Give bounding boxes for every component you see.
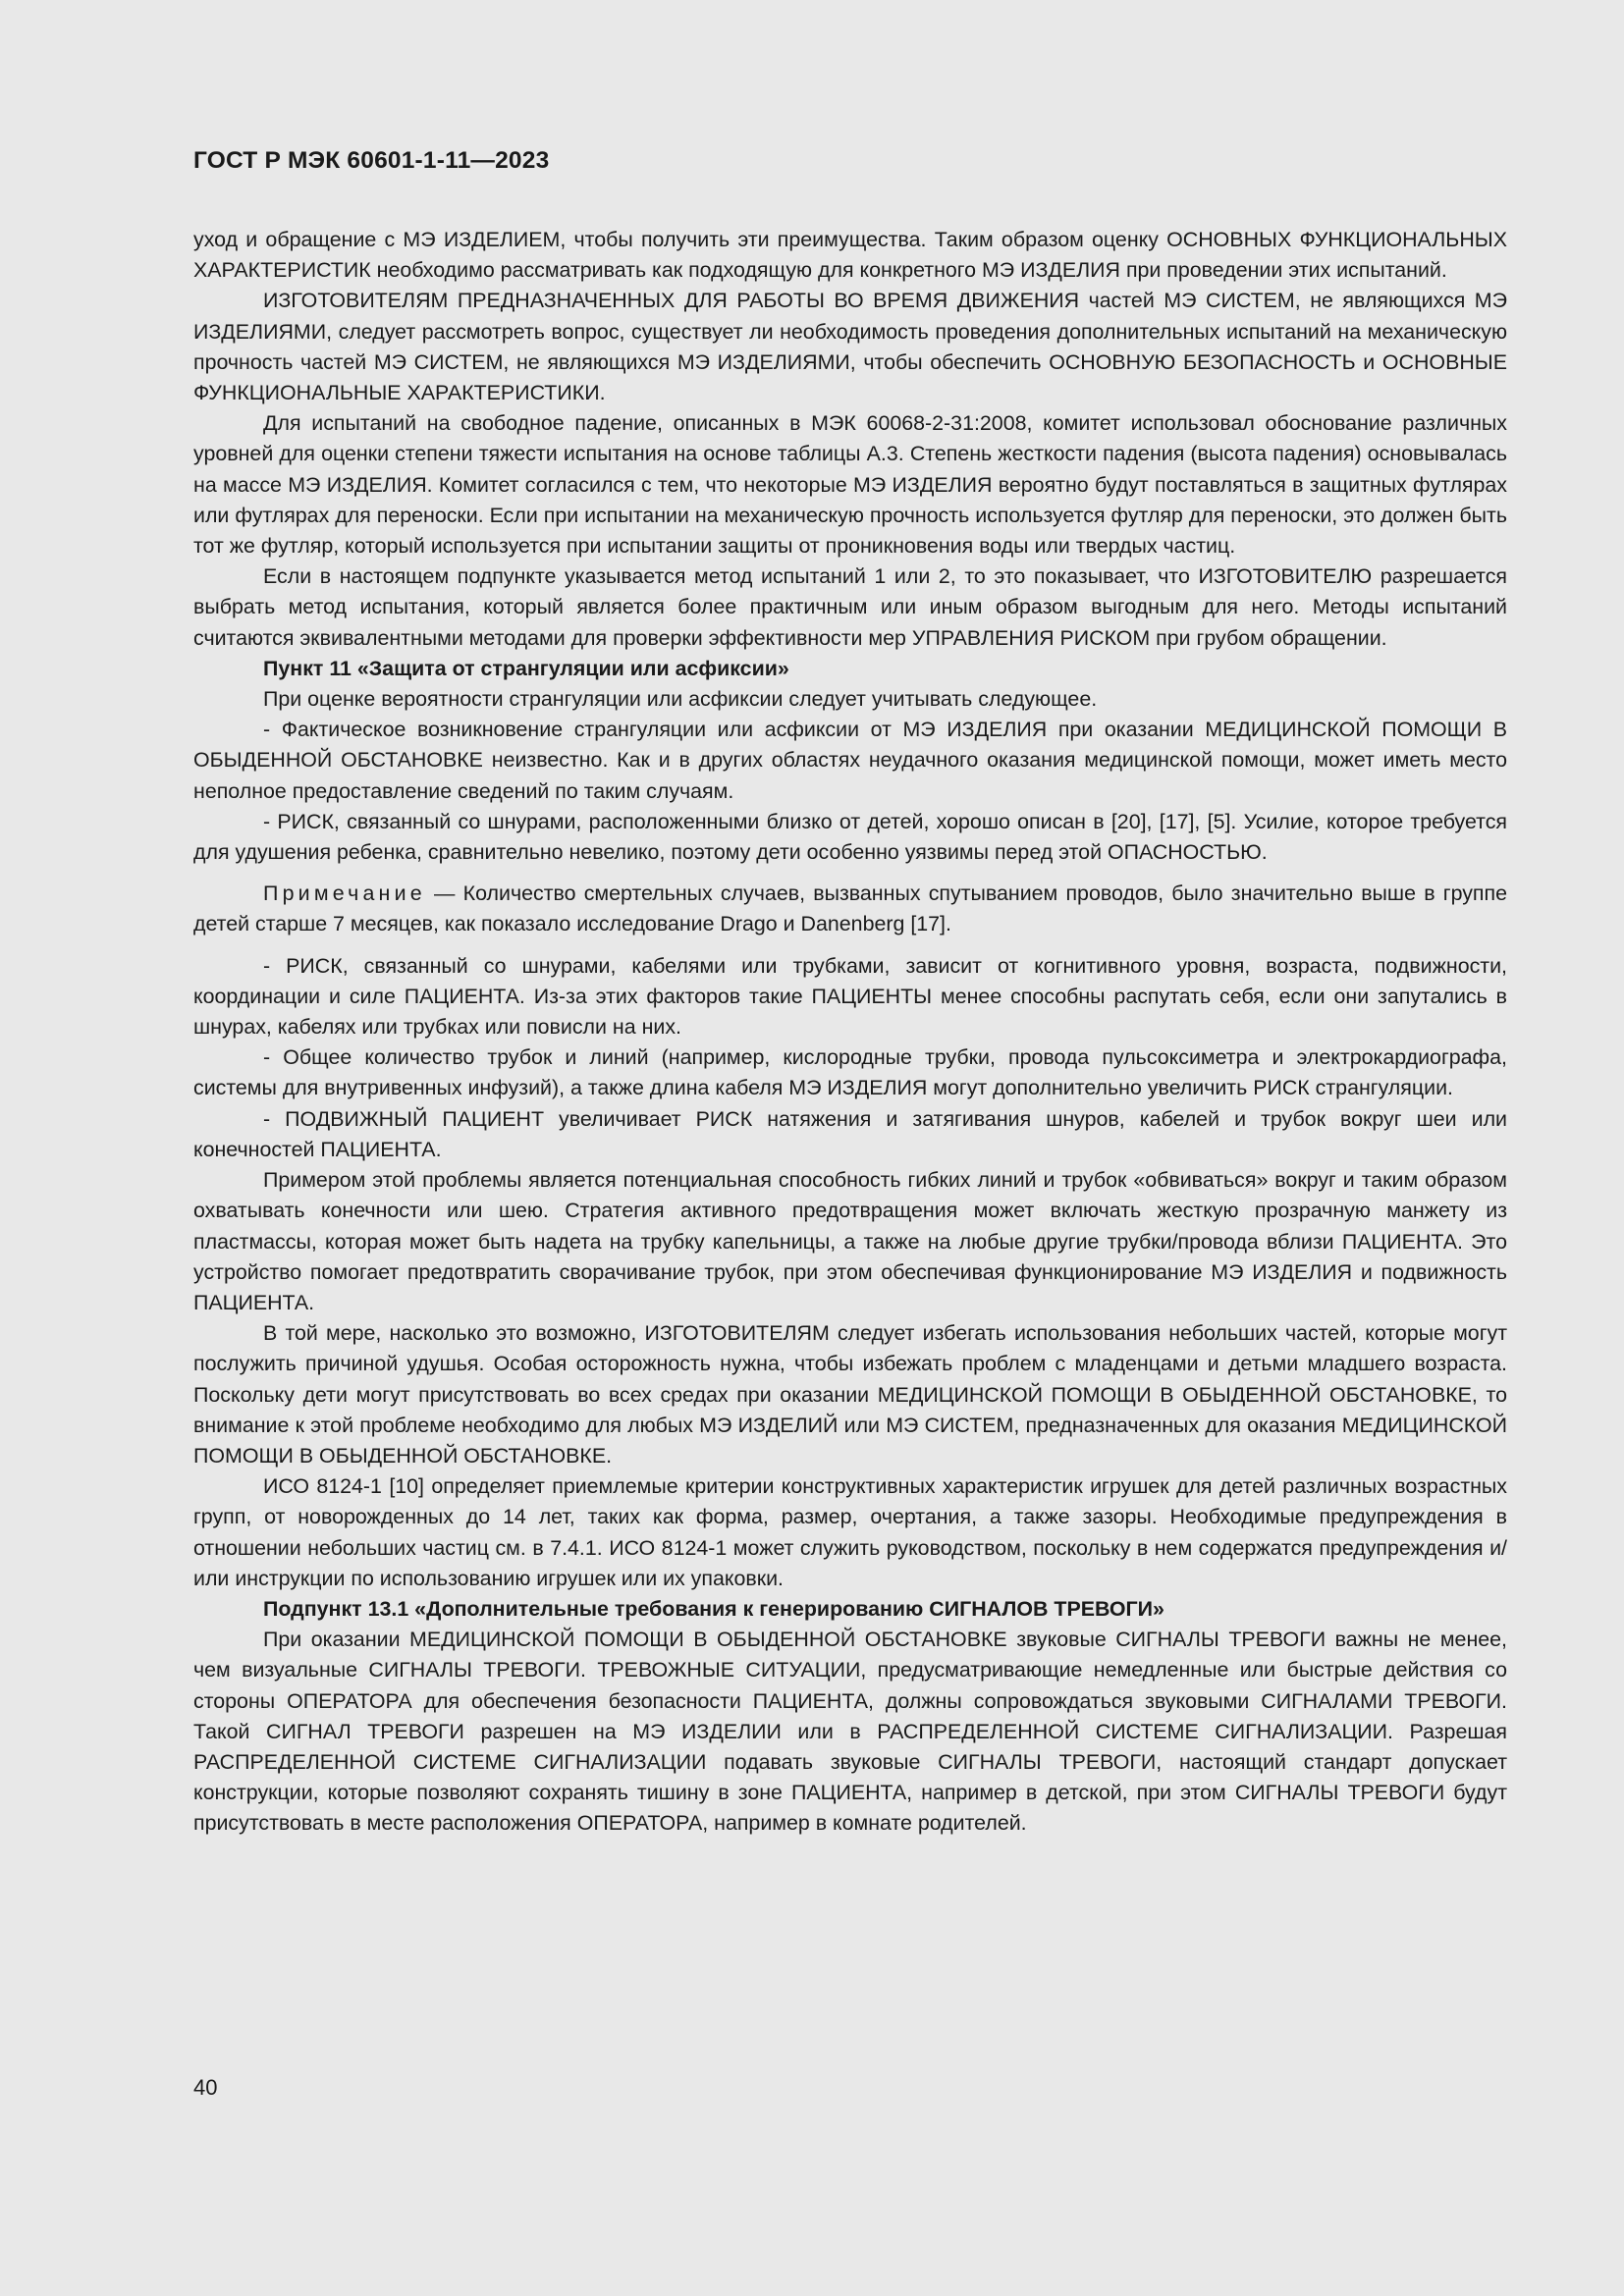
note-label: Примечание [263, 881, 426, 906]
paragraph: Если в настоящем подпункте указывается метод испытаний 1 или 2, то это показывает, что ИЗГОТОВИТЕЛЮ разрешается выбрать метод испытания, который является более практичным или иным образом выгодным для него. Методы испытаний считаются эквивалентными методами для проверки эффективности мер УПРАВЛЕНИЯ РИСКОМ при грубом обращении. [193, 564, 1507, 650]
list-item: - РИСК, связанный со шнурами, кабелями или трубками, зависит от когнитивного уровня, возраста, подвижности, координации и силе ПАЦИЕНТА. Из-за этих факторов такие ПАЦИЕНТЫ менее способны распутать себя, если они запутались в шнурах, кабелях или трубках или повисли на них. [193, 953, 1507, 1040]
paragraph: ИСО 8124-1 [10] определяет приемлемые критерии конструктивных характеристик игрушек для детей различных возрастных групп, от новорожденных до 14 лет, таких как форма, размер, очертания, а также зазоры. Необходимые предупреждения в отношении небольших частиц см. в 7.4.1. ИСО 8124-1 может служить руководством, поскольку в нем содержатся предупреждения и/или инструкции по использованию игрушек или их упаковки. [193, 1474, 1507, 1590]
paragraph: Примером этой проблемы является потенциальная способность гибких линий и трубок «обвиваться» вокруг и таким образом охватывать конечности или шею. Стратегия активного предотвращения может включать жесткую прозрачную манжету из пластмассы, которая может быть надета на трубку капельницы, а также на любые другие трубки/провода вблизи ПАЦИЕНТА. Это устройство помогает предотвратить сворачивание трубок, при этом обеспечивая функционирование МЭ ИЗДЕЛИЯ и подвижность ПАЦИЕНТА. [193, 1168, 1507, 1314]
section-heading: Пункт 11 «Защита от странгуляции или асфиксии» [263, 656, 789, 680]
document-body [193, 225, 1507, 1840]
paragraph: Для испытаний на свободное падение, описанных в МЭК 60068-2-31:2008, комитет использовал обоснование различных уровней для оценки степени тяжести испытания на основе таблицы А.3. Степень жесткости падения (высота падения) основывалась на массе МЭ ИЗДЕЛИЯ. Комитет согласился с тем, что некоторые МЭ ИЗДЕЛИЯ вероятно будут поставляться в защитных футлярах или футлярах для переноски. Если при испытании на механическую прочность используется футляр для переноски, это должен быть тот же футляр, который используется при испытании защиты от проникновения воды или твердых частиц. [193, 411, 1507, 559]
section-heading: Подпункт 13.1 «Дополнительные требования к генерированию СИГНАЛОВ ТРЕВОГИ» [263, 1596, 1164, 1621]
paragraph: уход и обращение с МЭ ИЗДЕЛИЕМ, чтобы получить эти преимущества. Таким образом оценку ОСНОВНЫХ ФУНКЦИОНАЛЬНЫХ ХАРАКТЕРИСТИК необходимо рассматривать как подходящую для конкретного МЭ ИЗДЕЛИЯ при проведении этих испытаний. [193, 228, 1507, 283]
paragraph: При оценке вероятности странгуляции или асфиксии следует учитывать следующее. [263, 687, 1098, 712]
paragraph: При оказании МЕДИЦИНСКОЙ ПОМОЩИ В ОБЫДЕННОЙ ОБСТАНОВКЕ звуковые СИГНАЛЫ ТРЕВОГИ важны не менее, чем визуальные СИГНАЛЫ ТРЕВОГИ. ТРЕВОЖНЫЕ СИТУАЦИИ, предусматривающие немедленные или быстрые действия со стороны ОПЕРАТОРА для обеспечения безопасности ПАЦИЕНТА, должны сопровождаться звуковыми СИГНАЛАМИ ТРЕВОГИ. Такой СИГНАЛ ТРЕВОГИ разрешен на МЭ ИЗДЕЛИИ или в РАСПРЕДЕЛЕННОЙ СИСТЕМЕ СИГНАЛИЗАЦИИ. Разрешая РАСПРЕДЕЛЕННОЙ СИСТЕМЕ СИГНАЛИЗАЦИИ подавать звуковые СИГНАЛЫ ТРЕВОГИ, настоящий стандарт допускает конструкции, которые позволяют сохранять тишину в зоне ПАЦИЕНТА, например в детской, при этом СИГНАЛЫ ТРЕВОГИ будут присутствовать в месте расположения ОПЕРАТОРА, например в комнате родителей. [193, 1628, 1507, 1836]
page-number: 40 [193, 2075, 218, 2100]
list-item: - РИСК, связанный со шнурами, расположенными близко от детей, хорошо описан в [20], [17], [5]. Усилие, которое требуется для удушения ребенка, сравнительно невелико, поэтому дети особенно уязвимы перед этой ОПАСНОСТЬЮ. [193, 809, 1507, 865]
paragraph: ИЗГОТОВИТЕЛЯМ ПРЕДНАЗНАЧЕННЫХ ДЛЯ РАБОТЫ ВО ВРЕМЯ ДВИЖЕНИЯ частей МЭ СИСТЕМ, не являющихся МЭ ИЗДЕЛИЯМИ, следует рассмотреть вопрос, существует ли необходимость проведения дополнительных испытаний на механическую прочность частей МЭ СИСТЕМ, не являющихся МЭ ИЗДЕЛИЯМИ, чтобы обеспечить ОСНОВНУЮ БЕЗОПАСНОСТЬ и ОСНОВНЫЕ ФУНКЦИОНАЛЬНЫЕ ХАРАКТЕРИСТИКИ. [193, 289, 1507, 405]
list-item: - Фактическое возникновение странгуляции или асфиксии от МЭ ИЗДЕЛИЯ при оказании МЕДИЦИНСКОЙ ПОМОЩИ В ОБЫДЕННОЙ ОБСТАНОВКЕ неизвестно. Как и в других областях неудачного оказания медицинской помощи, может иметь место неполное предоставление сведений по таким случаям. [193, 718, 1507, 803]
note-text: — Количество смертельных случаев, вызванных спутыванием проводов, было значительно выше в группе детей старше 7 месяцев, как показало исследование Drago и Danenberg [17]. [193, 881, 1507, 936]
paragraph: В той мере, насколько это возможно, ИЗГОТОВИТЕЛЯМ следует избегать использования небольших частей, которые могут послужить причиной удушья. Особая осторожность нужна, чтобы избежать проблем с младенцами и детьми младшего возраста. Поскольку дети могут присутствовать во всех средах при оказании МЕДИЦИНСКОЙ ПОМОЩИ В ОБЫДЕННОЙ ОБСТАНОВКЕ, то внимание к этой проблеме необходимо для любых МЭ ИЗДЕЛИЙ или МЭ СИСТЕМ, предназначенных для оказания МЕДИЦИНСКОЙ ПОМОЩИ В ОБЫДЕННОЙ ОБСТАНОВКЕ. [193, 1321, 1507, 1468]
list-item: - ПОДВИЖНЫЙ ПАЦИЕНТ увеличивает РИСК натяжения и затягивания шнуров, кабелей и трубок вокруг шеи или конечностей ПАЦИЕНТА. [193, 1106, 1507, 1161]
note [193, 879, 1507, 939]
document-header: ГОСТ Р МЭК 60601-1-11—2023 [193, 147, 550, 174]
list-item: - Общее количество трубок и линий (например, кислородные трубки, провода пульсоксиметра и электрокардиографа, системы для внутривенных инфузий), а также длина кабеля МЭ ИЗДЕЛИЯ могут дополнительно увеличить РИСК странгуляции. [193, 1045, 1507, 1100]
